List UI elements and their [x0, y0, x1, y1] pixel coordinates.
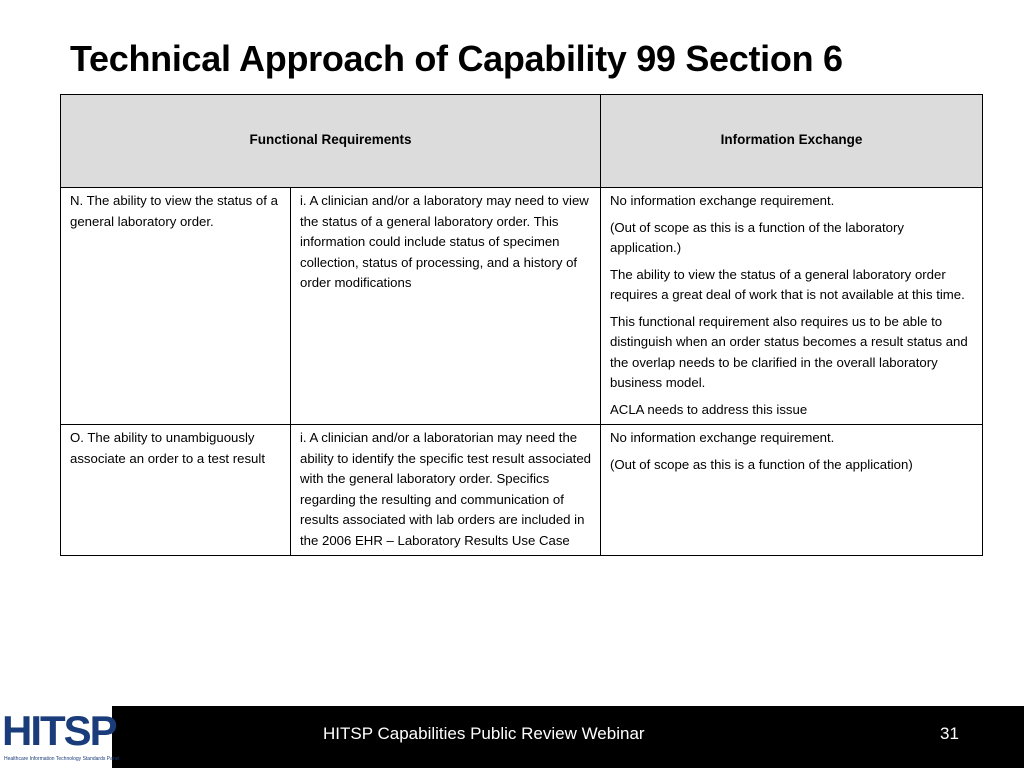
logo-tagline: Healthcare Information Technology Standards Panel — [4, 756, 120, 762]
exchange-cell — [601, 188, 983, 425]
hitsp-logo — [0, 706, 120, 768]
requirement-text: N. The ability to view the status of a general laboratory order. — [70, 193, 278, 229]
requirements-table — [60, 94, 983, 556]
footer-caption: HITSP Capabilities Public Review Webinar — [323, 724, 645, 743]
table-row — [61, 188, 983, 425]
table-row — [61, 425, 983, 556]
exchange-paragraph: (Out of scope as this is a function of the application) — [610, 456, 913, 472]
exchange-paragraph: This functional requirement also requires us to be able to distinguish when an order status becomes a result status and the overlap needs to be clarified in the overall laboratory business model. — [610, 313, 968, 390]
slide-title: Technical Approach of Capability 99 Section 6 — [70, 38, 843, 79]
exchange-cell — [601, 425, 983, 556]
detail-cell — [291, 188, 601, 425]
detail-text: i. A clinician and/or a laboratorian may need the ability to identify the specific test result associated with the general laboratory order. Specifics regarding the resulting and communication of results associated with lab orders are included in the 2006 EHR – Laboratory Results Use Case — [300, 430, 592, 548]
footer-bar — [0, 706, 1024, 768]
requirement-text: O. The ability to unambiguously associate an order to a test result — [70, 430, 265, 466]
page-number: 31 — [940, 724, 959, 743]
exchange-paragraph: No information exchange requirement. — [610, 193, 835, 208]
logo-wordmark: HITSP — [2, 707, 116, 754]
requirement-cell — [61, 425, 291, 556]
header-information-exchange: Information Exchange — [601, 95, 983, 188]
detail-text: i. A clinician and/or a laboratory may need to view the status of a general laboratory order. This information could include status of specimen collection, status of processing, and a history of order modifications — [300, 193, 589, 290]
requirement-cell — [61, 188, 291, 425]
exchange-paragraph: The ability to view the status of a general laboratory order requires a great deal of work that is not available at this time. — [610, 266, 965, 302]
header-functional-requirements: Functional Requirements — [61, 95, 601, 188]
detail-cell — [291, 425, 601, 556]
table-header-row — [61, 95, 983, 188]
exchange-paragraph: ACLA needs to address this issue — [610, 401, 808, 417]
exchange-paragraph: (Out of scope as this is a function of the laboratory application.) — [610, 219, 904, 255]
exchange-paragraph: No information exchange requirement. — [610, 430, 835, 445]
